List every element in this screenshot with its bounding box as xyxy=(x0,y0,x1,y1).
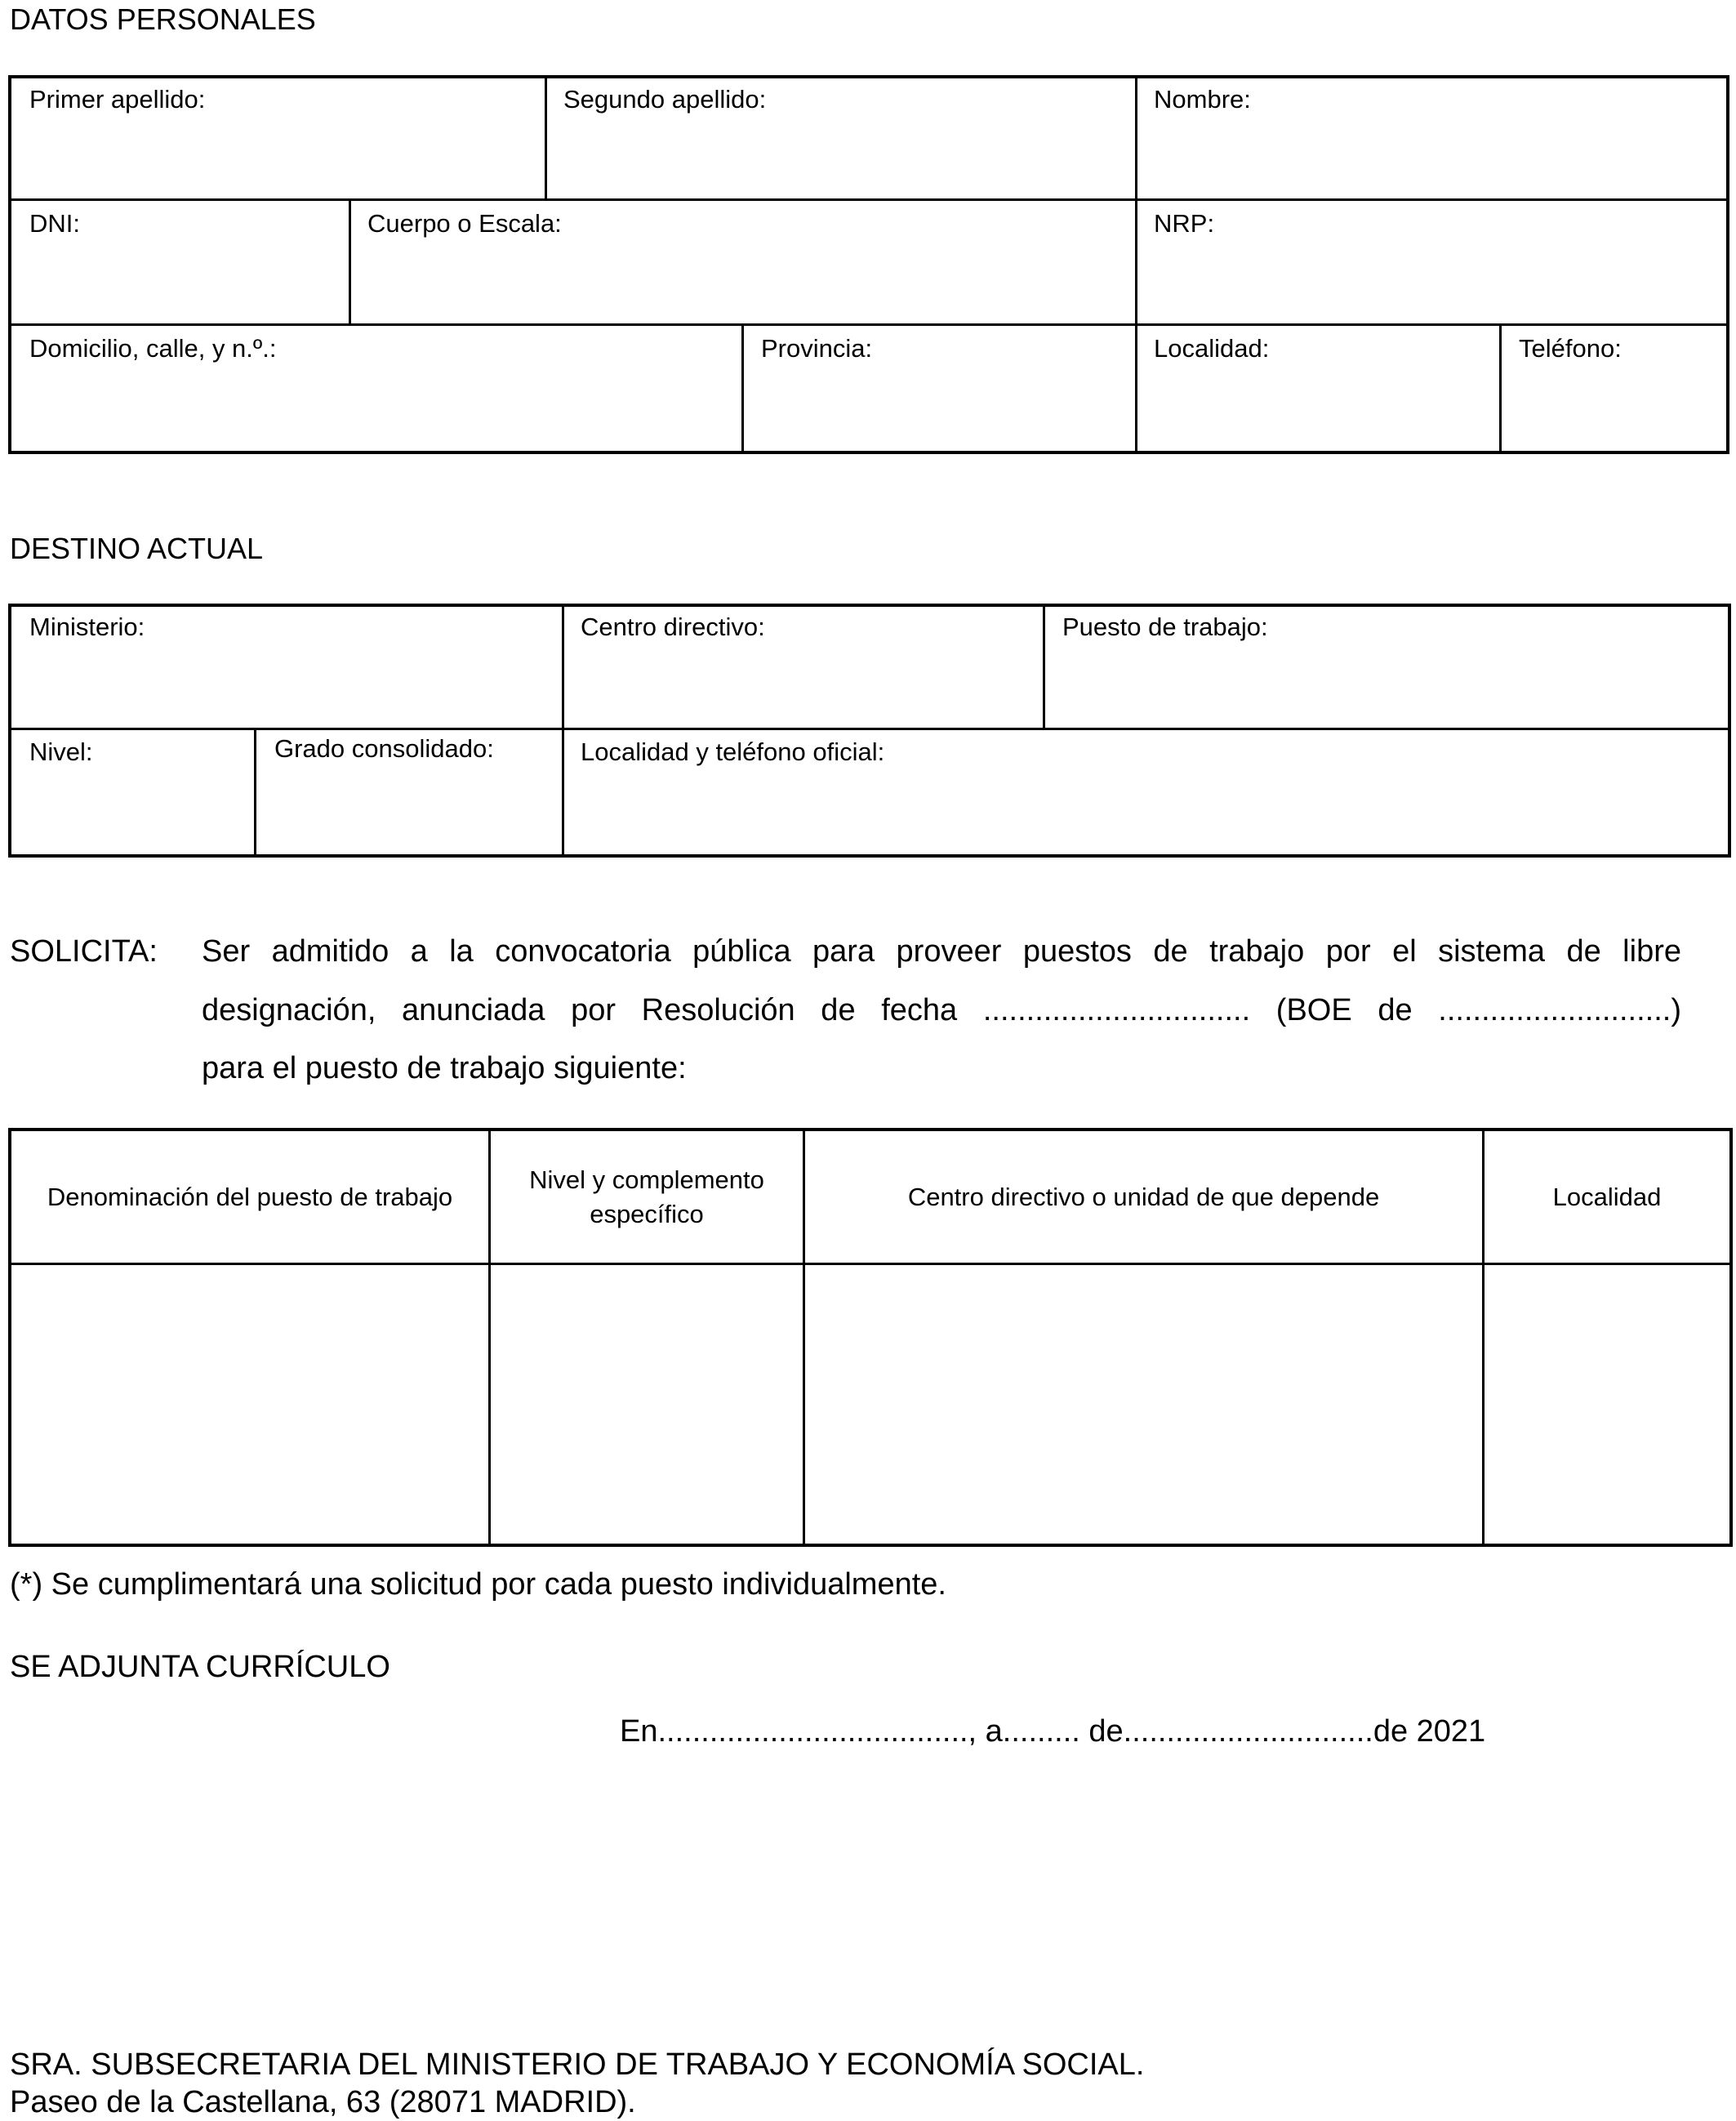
centro-directivo-label: Centro directivo: xyxy=(581,613,765,641)
table-header-nivel-cell xyxy=(491,1131,803,1263)
nombre-label: Nombre: xyxy=(1154,85,1251,114)
nivel-label: Nivel: xyxy=(29,737,93,766)
table-header-centro: Centro directivo o unidad de que depende xyxy=(907,1182,1380,1211)
solicita-label: SOLICITA: xyxy=(10,934,158,969)
solicita-line-1: Ser admitido a la convocatoria pública para proveer puestos de trabajo por el sistema de libre xyxy=(202,934,1681,969)
centro-directivo-cell[interactable] xyxy=(805,1265,1482,1544)
table-header-nivel: Nivel y complemento específico xyxy=(529,1165,764,1228)
segundo-apellido-label: Segundo apellido: xyxy=(563,85,767,114)
nivel-complemento-cell[interactable] xyxy=(491,1265,803,1544)
destinatario-line-2: Paseo de la Castellana, 63 (28071 MADRID). xyxy=(10,2085,636,2119)
datos-personales-title: DATOS PERSONALES xyxy=(10,2,316,36)
cuerpo-escala-label: Cuerpo o Escala: xyxy=(367,209,562,238)
se-adjunta-curriculo: SE ADJUNTA CURRÍCULO xyxy=(10,1650,390,1684)
destino-actual-title: DESTINO ACTUAL xyxy=(10,532,264,565)
primer-apellido-label: Primer apellido: xyxy=(29,85,206,114)
fecha-line[interactable]: En...................................., a......... de.............................de 2021 xyxy=(620,1714,1486,1749)
localidad-label: Localidad: xyxy=(1154,334,1270,363)
ministerio-label: Ministerio: xyxy=(29,613,145,641)
solicita-line-2: designación, anunciada por Resolución de fecha ............................... (BOE de ...........................) xyxy=(202,993,1681,1027)
table-header-localidad: Localidad xyxy=(1552,1182,1662,1211)
puesto-trabajo-label: Puesto de trabajo: xyxy=(1062,613,1268,641)
footnote: (*) Se cumplimentará una solicitud por cada puesto individualmente. xyxy=(10,1567,946,1602)
denominacion-cell[interactable] xyxy=(11,1265,488,1544)
localidad-telefono-label: Localidad y teléfono oficial: xyxy=(581,737,885,766)
nrp-field[interactable] xyxy=(1137,201,1726,323)
grado-consolidado-label: Grado consolidado: xyxy=(274,734,494,763)
dni-label: DNI: xyxy=(29,209,80,238)
localidad-cell[interactable] xyxy=(1485,1265,1729,1544)
provincia-label: Provincia: xyxy=(761,334,873,363)
destinatario-line-1: SRA. SUBSECRETARIA DEL MINISTERIO DE TRABAJO Y ECONOMÍA SOCIAL. xyxy=(10,2047,1145,2082)
telefono-label: Teléfono: xyxy=(1519,334,1622,363)
solicita-line-3: para el puesto de trabajo siguiente: xyxy=(202,1051,687,1085)
domicilio-label: Domicilio, calle, y n.º.: xyxy=(29,334,277,363)
table-header-denominacion: Denominación del puesto de trabajo xyxy=(47,1182,453,1211)
nrp-label: NRP: xyxy=(1154,209,1215,238)
